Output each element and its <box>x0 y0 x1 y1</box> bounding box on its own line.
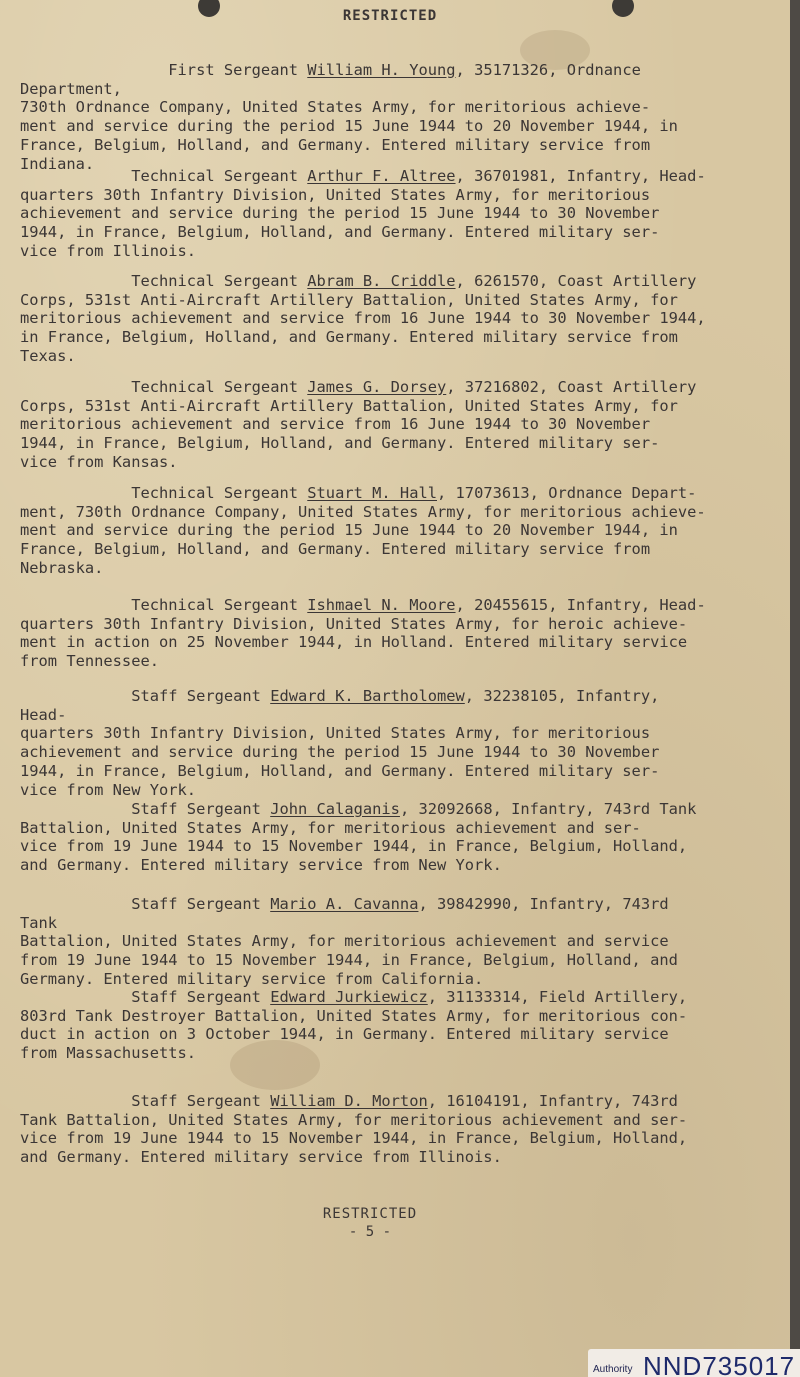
citation-lead: Staff Sergeant <box>57 987 271 1006</box>
citation-text: , 31133314, Field Artillery, 803rd Tank Destroyer Battalion, United States Army, for meritorious con- duct in action on 3 October 1944, in Germany. Entered military service from Massachusetts. <box>20 987 688 1063</box>
citation-entry <box>20 1073 710 1186</box>
citation-lead: Technical Sergeant <box>57 595 308 614</box>
citation-entry <box>20 969 710 1082</box>
authority-stamp <box>588 1349 800 1377</box>
citation-lead: Technical Sergeant <box>57 483 308 502</box>
citation-lead: Staff Sergeant <box>57 686 271 705</box>
header-classification: RESTRICTED <box>342 8 438 24</box>
page-number: - 5 - <box>348 1224 392 1240</box>
citation-lead: Staff Sergeant <box>57 1091 271 1110</box>
citation-text: , 32238105, Infantry, Head- quarters 30th Infantry Division, United States Army, for meritorious achievement and service during the period 15 June 1944 to 30 November 1944, in France, Belgium, Holland, and Germany. Entered military ser- vice from New York. <box>20 686 660 799</box>
recipient-name: Mario A. Cavanna <box>270 894 419 913</box>
citation-text: , 16104191, Infantry, 743rd Tank Battalion, United States Army, for meritorious achievement and ser- vice from 19 June 1944 to 15 November 1944, in France, Belgium, Holland, and Germany. Entered military service from Illinois. <box>20 1091 688 1167</box>
citation-lead: Technical Sergeant <box>57 377 308 396</box>
recipient-name: Stuart M. Hall <box>307 483 437 502</box>
footer-classification: RESTRICTED <box>322 1206 418 1222</box>
citation-lead: Staff Sergeant <box>57 894 271 913</box>
citation-text: , 37216802, Coast Artillery Corps, 531st Anti-Aircraft Artillery Battalion, United States Army, for meritorious achievement and service from 16 June 1944 to 30 November 1944, in France, Belgium, Holland, and Germany. Entered military ser- vice from Kansas. <box>20 377 697 471</box>
recipient-name: William D. Morton <box>270 1091 428 1110</box>
recipient-name: John Calaganis <box>270 799 400 818</box>
authority-number: NND735017 <box>643 1351 796 1377</box>
recipient-name: William H. Young <box>307 60 456 79</box>
citation-lead: First Sergeant <box>57 60 308 79</box>
citation-text: , 35171326, Ordnance Department, 730th Ordnance Company, United States Army, for meritorious achieve- ment and service during the period 15 June 1944 to 20 November 1944, in France, Belgium, Holland, and Germany. Entered military service from Indiana. <box>20 60 678 173</box>
citation-text: , 39842990, Infantry, 743rd Tank Battalion, United States Army, for meritorious achievement and service from 19 June 1944 to 15 November 1944, in France, Belgium, Holland, and Germany. Entered military service from California. <box>20 894 678 988</box>
citation-lead: Technical Sergeant <box>57 166 308 185</box>
citation-text: , 36701981, Infantry, Head- quarters 30th Infantry Division, United States Army, for meritorious achievement and service during the period 15 June 1944 to 30 November 1944, in France, Belgium, Holland, and Germany. Entered military ser- vice from Illinois. <box>20 166 706 260</box>
recipient-name: Edward K. Bartholomew <box>270 686 465 705</box>
citation-lead: Technical Sergeant <box>57 271 308 290</box>
authority-label: Authority <box>593 1364 633 1375</box>
citation-text: , 32092668, Infantry, 743rd Tank Battalion, United States Army, for meritorious achievement and ser- vice from 19 June 1944 to 15 November 1944, in France, Belgium, Holland, and Germany. Entered military service from New York. <box>20 799 697 875</box>
citation-lead: Staff Sergeant <box>57 799 271 818</box>
recipient-name: Ishmael N. Moore <box>307 595 456 614</box>
citation-text: , 20455615, Infantry, Head- quarters 30th Infantry Division, United States Army, for heroic achieve- ment in action on 25 November 1944, in Holland. Entered military service from Tennessee. <box>20 595 706 671</box>
recipient-name: Arthur F. Altree <box>307 166 456 185</box>
recipient-name: James G. Dorsey <box>307 377 447 396</box>
recipient-name: Edward Jurkiewicz <box>270 987 428 1006</box>
citation-text: , 6261570, Coast Artillery Corps, 531st Anti-Aircraft Artillery Battalion, United States Army, for meritorious achievement and service from 16 June 1944 to 30 November 1944, in France, Belgium, Holland, and Germany. Entered military service from Texas. <box>20 271 706 365</box>
recipient-name: Abram B. Criddle <box>307 271 456 290</box>
citation-text: , 17073613, Ordnance Depart- ment, 730th Ordnance Company, United States Army, for meritorious achieve- ment and service during the period 15 June 1944 to 20 November 1944, in France, Belgium, Holland, and Germany. Entered military service from Nebraska. <box>20 483 706 577</box>
